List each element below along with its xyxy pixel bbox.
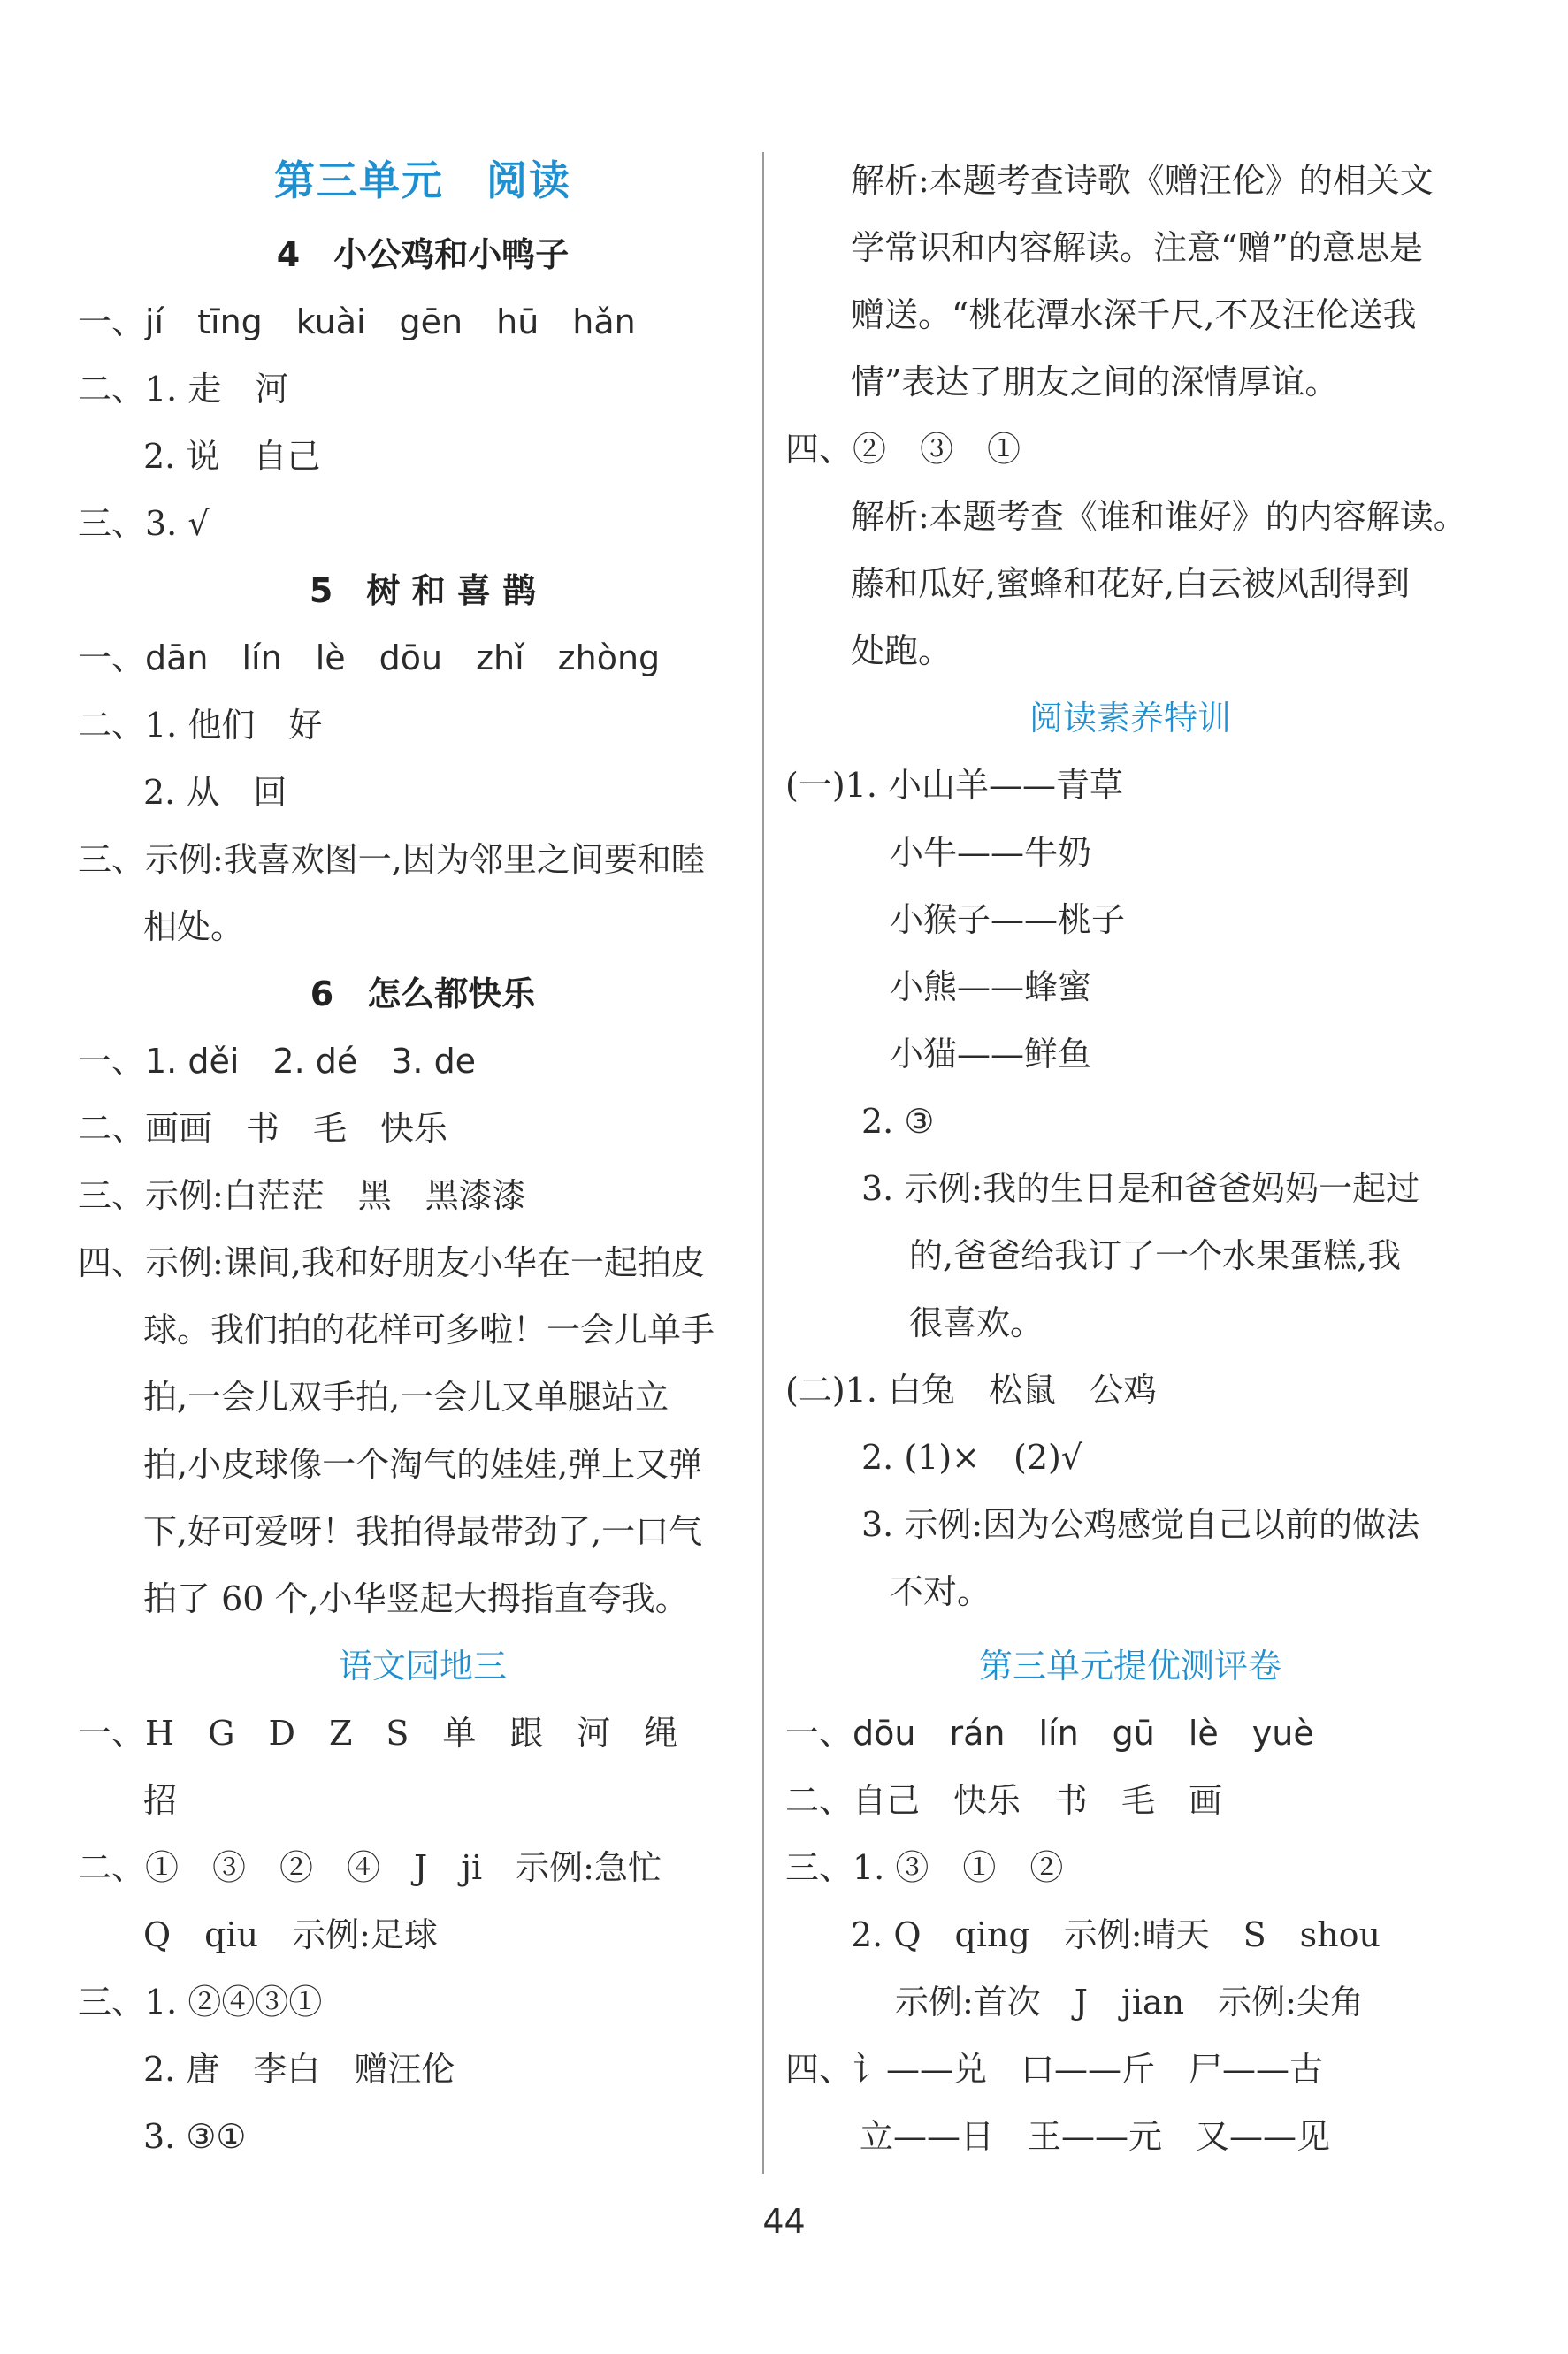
test-q2: 二、自己 快乐 书 毛 画	[785, 1781, 1223, 1820]
analysis-1c: 赠送。“桃花潭水深千尺,不及汪伦送我	[851, 295, 1417, 334]
lesson-6-q4c: 拍,一会儿双手拍,一会儿又单腿站立	[143, 1378, 669, 1417]
lesson-5-q2b: 2. 从 回	[143, 773, 287, 812]
lesson-6-q4e: 下,好可爱呀！我拍得最带劲了,一口气	[143, 1512, 703, 1551]
test-title: 第三单元提优测评卷	[978, 1647, 1281, 1685]
reading-p5: 小猫——鲜鱼	[890, 1035, 1092, 1074]
reading-p3: 小猴子——桃子	[890, 900, 1126, 939]
test-q3a: 三、1. ③ ① ②	[785, 1848, 1064, 1887]
analysis-2b: 藤和瓜好,蜜蜂和花好,白云被风刮得到	[851, 564, 1411, 603]
reading-p7c: 很喜欢。	[909, 1303, 1044, 1342]
lesson-6-q4a: 四、示例:课间,我和好朋友小华在一起拍皮	[78, 1243, 705, 1282]
lesson-5-title: 5 树 和 喜 鹊	[309, 571, 537, 610]
garden-q1a: 一、H G D Z S 单 跟 河 绳	[78, 1714, 678, 1753]
column-divider	[762, 152, 764, 2174]
reading-p10b: 不对。	[890, 1572, 991, 1611]
analysis-1d: 情”表达了朋友之间的深情厚谊。	[851, 363, 1339, 401]
garden-title: 语文园地三	[338, 1647, 507, 1685]
lesson-5-q1: 一、dān lín lè dōu zhǐ zhòng	[78, 638, 661, 677]
garden-q3c: 3. ③①	[143, 2117, 247, 2156]
reading-p9: 2. (1)× (2)√	[861, 1438, 1083, 1477]
right-q4: 四、② ③ ①	[785, 430, 1021, 469]
reading-p10a: 3. 示例:因为公鸡感觉自己以前的做法	[861, 1505, 1420, 1544]
test-q3b: 2. Q qing 示例:晴天 S shou	[851, 1915, 1381, 1954]
reading-p2: 小牛——牛奶	[890, 833, 1092, 872]
test-q4b: 立——日 王——元 又——见	[860, 2117, 1331, 2156]
lesson-4-q3: 三、3. √	[78, 504, 210, 543]
garden-q2b: Q qiu 示例:足球	[143, 1915, 438, 1954]
lesson-5-q2a: 二、1. 他们 好	[78, 706, 323, 745]
lesson-6-q4b: 球。我们拍的花样可多啦！一会儿单手	[143, 1311, 715, 1349]
page-number: 44	[762, 2202, 806, 2241]
lesson-4-title: 4 小公鸡和小鸭子	[276, 235, 570, 274]
reading-p8: (二)1. 白兔 松鼠 公鸡	[785, 1371, 1157, 1410]
reading-p7b: 的,爸爸给我订了一个水果蛋糕,我	[909, 1236, 1402, 1275]
reading-p6: 2. ③	[861, 1102, 935, 1141]
reading-p1: (一)1. 小山羊——青草	[785, 766, 1123, 805]
reading-p7a: 3. 示例:我的生日是和爸爸妈妈一起过	[861, 1169, 1420, 1208]
lesson-6-q1: 一、1. děi 2. dé 3. de	[78, 1042, 477, 1081]
lesson-4-q2b: 2. 说 自己	[143, 437, 321, 476]
garden-q1b: 招	[143, 1781, 178, 1820]
lesson-4-q1: 一、jí tīng kuài gēn hū hǎn	[78, 302, 636, 341]
garden-q3b: 2. 唐 李白 赠汪伦	[143, 2050, 455, 2089]
analysis-2c: 处跑。	[851, 631, 952, 670]
test-q3c: 示例:首次 J jian 示例:尖角	[895, 1983, 1364, 2022]
lesson-6-q4d: 拍,小皮球像一个淘气的娃娃,弹上又弹	[143, 1445, 703, 1484]
lesson-6-q3: 三、示例:白茫茫 黑 黑漆漆	[78, 1176, 526, 1215]
lesson-5-q3b: 相处。	[143, 907, 245, 946]
analysis-1b: 学常识和内容解读。注意“赠”的意思是	[851, 228, 1423, 267]
reading-p4: 小熊——蜂蜜	[890, 967, 1092, 1006]
test-q1: 一、dōu rán lín gū lè yuè	[785, 1714, 1314, 1753]
analysis-1a: 解析:本题考查诗歌《赠汪伦》的相关文	[851, 161, 1434, 200]
garden-q2a: 二、① ③ ② ④ J ji 示例:急忙	[78, 1848, 662, 1887]
test-q4a: 四、讠——兑 口——斤 尸——古	[785, 2050, 1324, 2089]
lesson-6-q2: 二、画画 书 毛 快乐	[78, 1109, 448, 1148]
unit-title: 第三单元 阅读	[274, 157, 571, 204]
reading-title: 阅读素养特训	[1029, 699, 1231, 738]
lesson-4-q2a: 二、1. 走 河	[78, 370, 289, 409]
lesson-6-title: 6 怎么都快乐	[310, 974, 536, 1013]
garden-q3a: 三、1. ②④③①	[78, 1983, 323, 2022]
analysis-2a: 解析:本题考查《谁和谁好》的内容解读。	[851, 497, 1467, 536]
lesson-6-q4f: 拍了 60 个,小华竖起大拇指直夸我。	[143, 1579, 689, 1618]
lesson-5-q3a: 三、示例:我喜欢图一,因为邻里之间要和睦	[78, 840, 705, 879]
